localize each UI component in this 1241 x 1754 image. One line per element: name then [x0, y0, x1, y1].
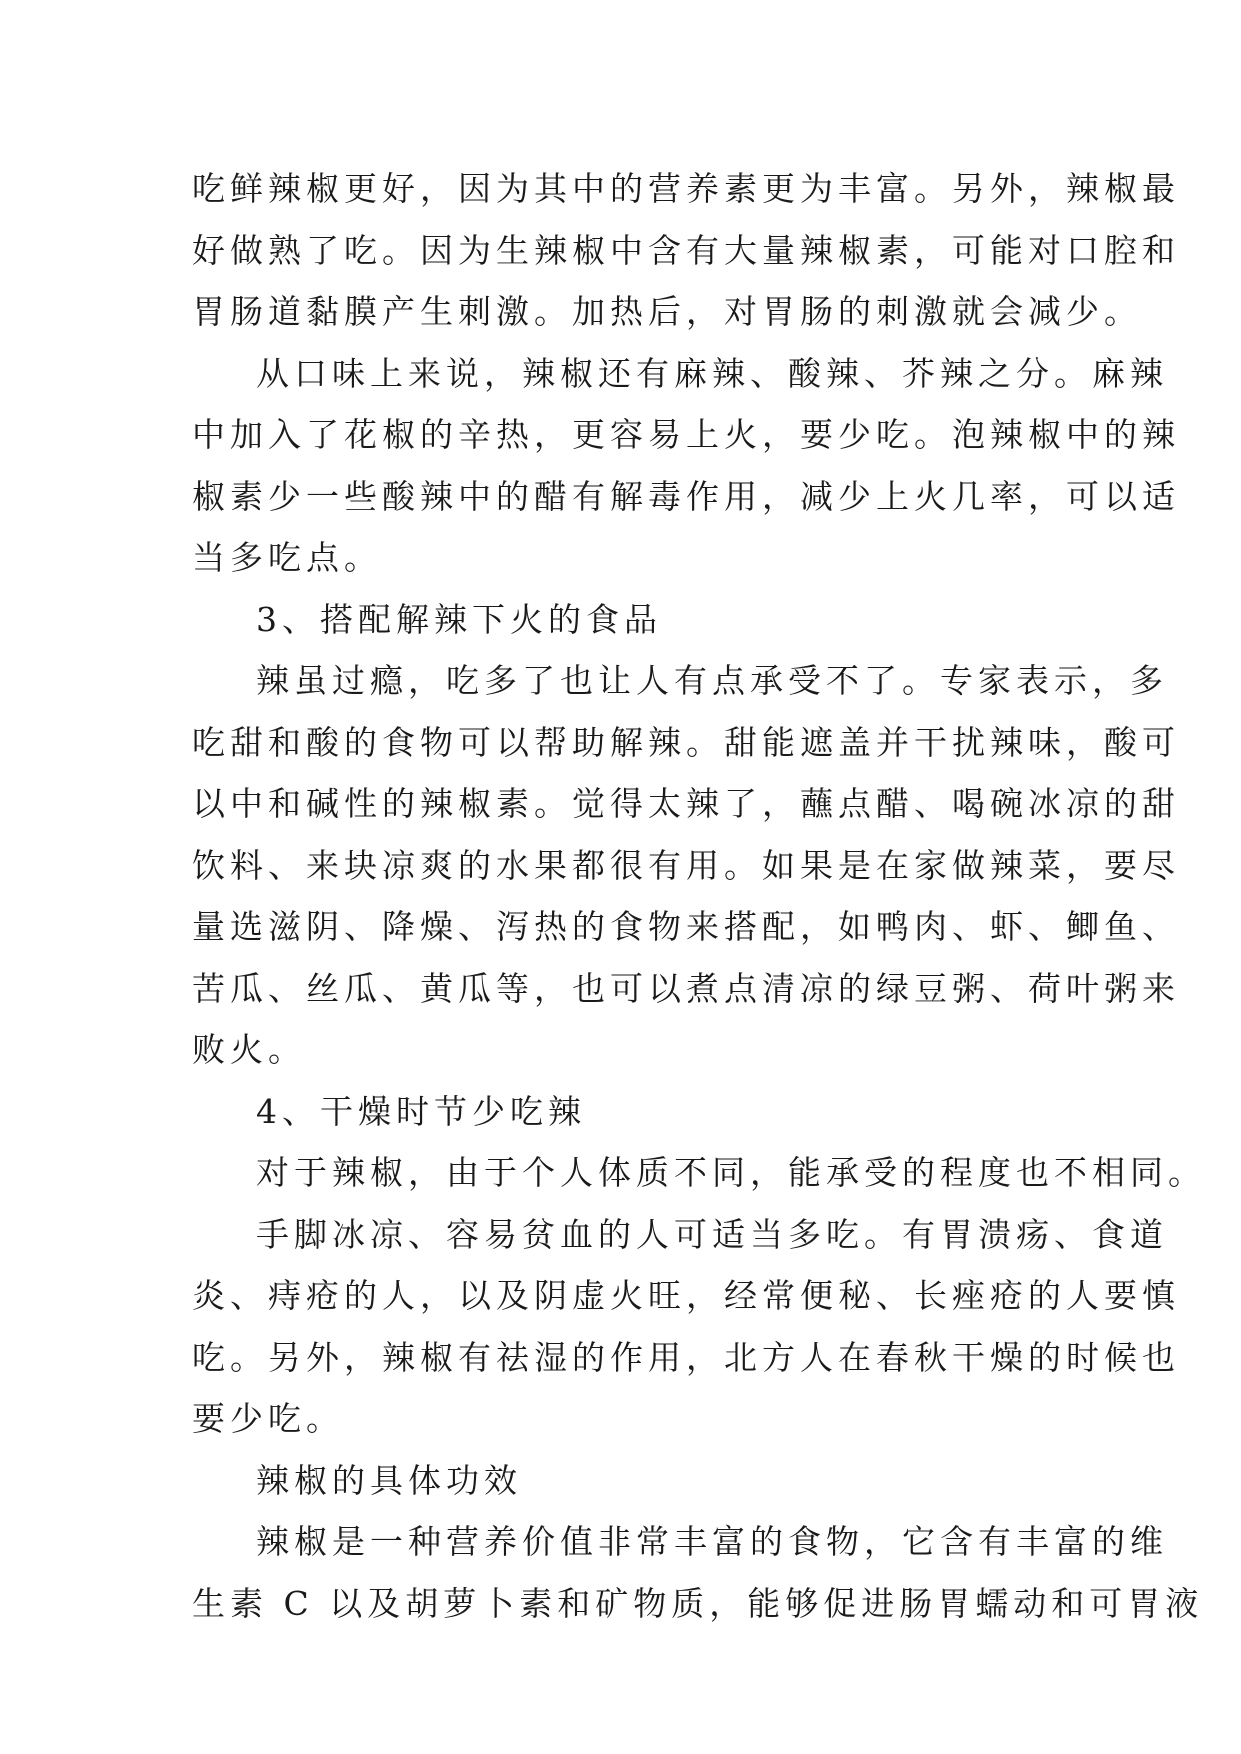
text-line: 辣虽过瘾，吃多了也让人有点承受不了。专家表示，多 — [256, 661, 1168, 700]
text-line: 量选滋阴、降燥、泻热的食物来搭配，如鸭肉、虾、鲫鱼、 — [192, 907, 1180, 946]
text-line: 吃。另外，辣椒有祛湿的作用，北方人在春秋干燥的时候也 — [192, 1337, 1180, 1377]
text-line: 炎、痔疮的人，以及阴虚火旺，经常便秘、长痤疮的人要慎 — [192, 1276, 1180, 1315]
text-line: 椒素少一些酸辣中的醋有解毒作用，减少上火几率，可以适 — [192, 476, 1180, 516]
body-text — [192, 158, 1206, 1634]
text-line: 要少吃。 — [192, 1399, 344, 1438]
text-line: 从口味上来说，辣椒还有麻辣、酸辣、芥辣之分。麻辣 — [256, 353, 1168, 393]
section-heading: 4、干燥时节少吃辣 — [256, 1091, 586, 1131]
text-line: 以中和碱性的辣椒素。觉得太辣了，蘸点醋、喝碗冰凉的甜 — [192, 784, 1180, 823]
text-line: 手脚冰凉、容易贫血的人可适当多吃。有胃溃疡、食道 — [256, 1214, 1168, 1254]
text-line: 吃鲜辣椒更好，因为其中的营养素更为丰富。另外，辣椒最 — [192, 169, 1180, 208]
text-line: 败火。 — [192, 1030, 306, 1069]
text-line: 当多吃点。 — [192, 538, 382, 577]
text-line: 辣椒是一种营养价值非常丰富的食物，它含有丰富的维 — [256, 1522, 1168, 1561]
text-line: 饮料、来块凉爽的水果都很有用。如果是在家做辣菜，要尽 — [192, 845, 1180, 885]
text-line: 好做熟了吃。因为生辣椒中含有大量辣椒素，可能对口腔和 — [192, 230, 1180, 270]
text-line: 吃甜和酸的食物可以帮助解辣。甜能遮盖并干扰辣味，酸可 — [192, 722, 1180, 762]
section-heading: 3、搭配解辣下火的食品 — [256, 599, 662, 639]
text-line: 对于辣椒，由于个人体质不同，能承受的程度也不相同。 — [256, 1153, 1206, 1192]
text-line: 生素 C 以及胡萝卜素和矿物质，能够促进肠胃蠕动和可胃液 — [192, 1583, 1204, 1623]
section-heading: 辣椒的具体功效 — [256, 1460, 522, 1500]
text-line: 胃肠道黏膜产生刺激。加热后，对胃肠的刺激就会减少。 — [192, 292, 1142, 331]
text-line: 苦瓜、丝瓜、黄瓜等，也可以煮点清凉的绿豆粥、荷叶粥来 — [192, 968, 1180, 1008]
text-line: 中加入了花椒的辛热，更容易上火，要少吃。泡辣椒中的辣 — [192, 415, 1180, 454]
